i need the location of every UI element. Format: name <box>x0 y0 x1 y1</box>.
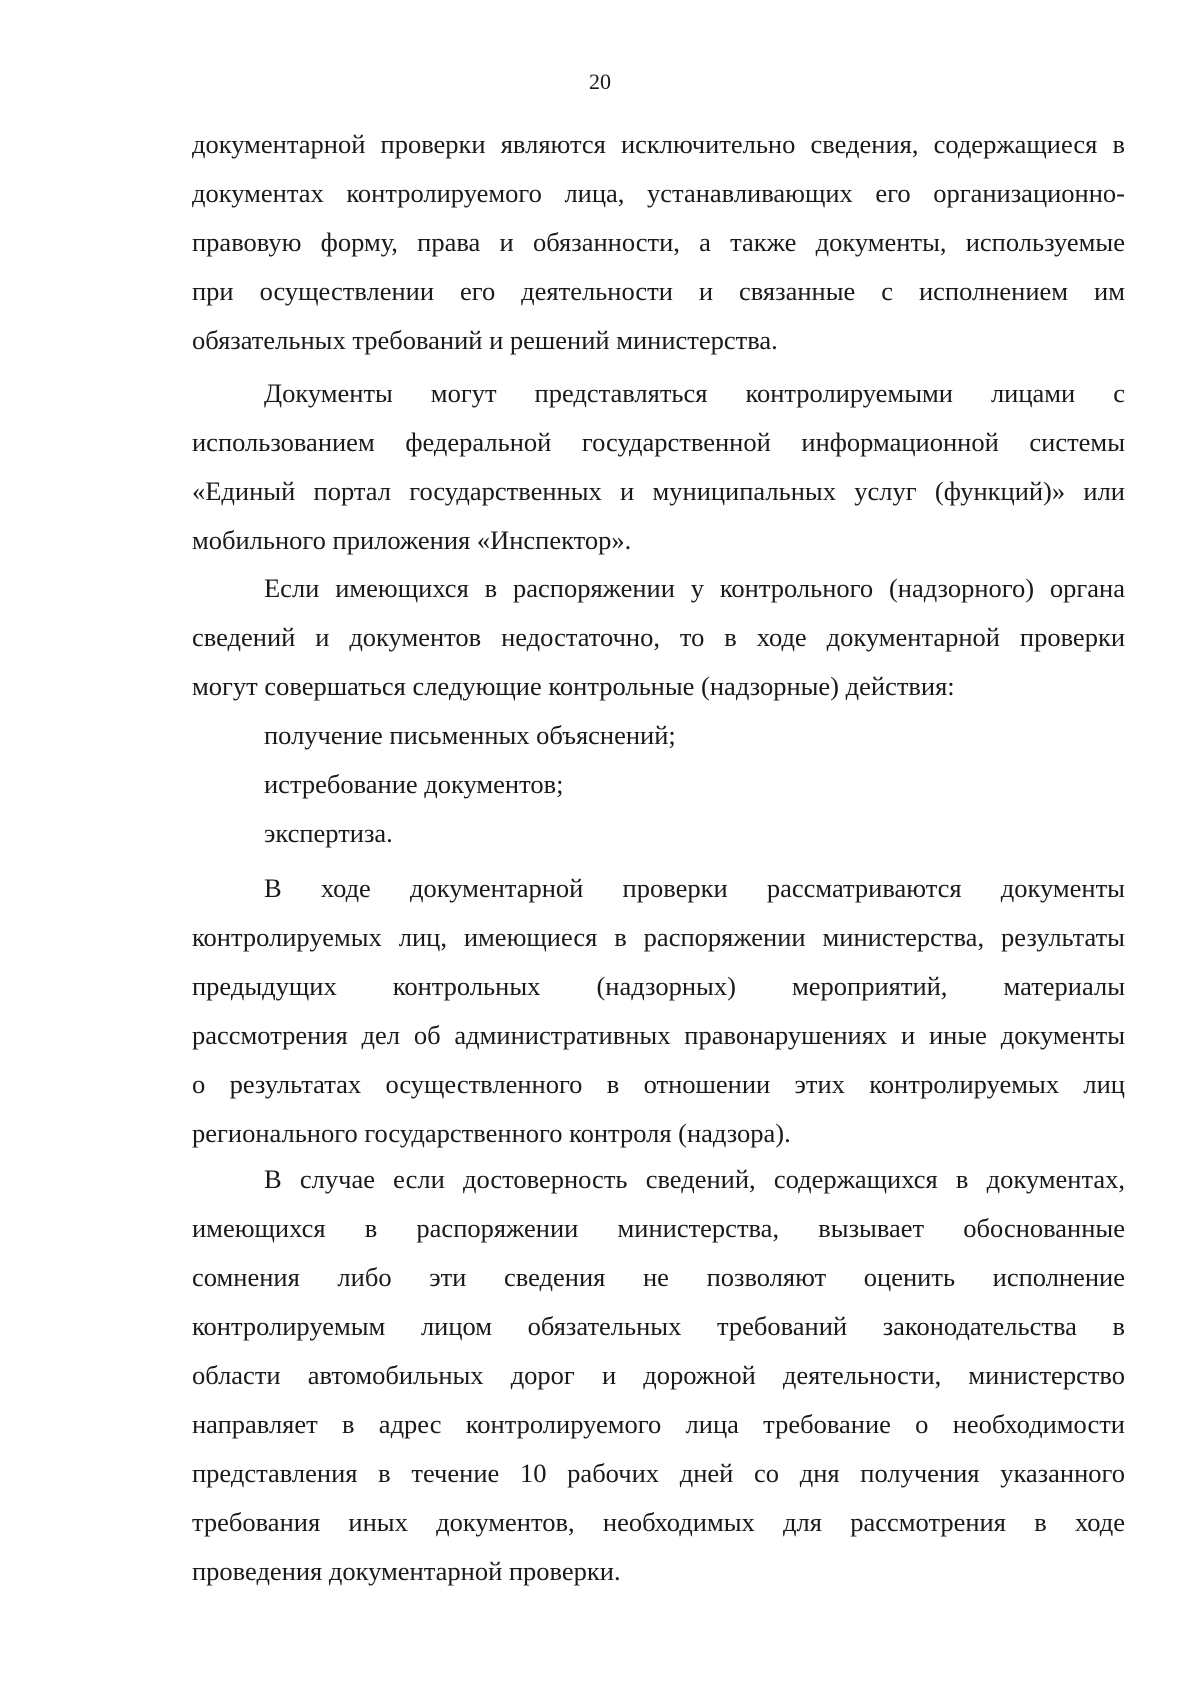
paragraph-document-request <box>192 1155 1125 1596</box>
text-line: контролируемых лиц, имеющиеся в распоряжении министерства, результаты <box>192 922 1125 952</box>
paragraph-review-documents <box>192 864 1125 1158</box>
list-item: получение письменных объяснений; <box>264 720 676 750</box>
text-line: направляет в адрес контролируемого лица требование о необходимости <box>192 1409 1125 1439</box>
text-line: представления в течение 10 рабочих дней со дня получения указанного <box>192 1458 1125 1488</box>
paragraph-document-submission <box>192 369 1125 565</box>
paragraph-insufficient-documents <box>192 564 1125 711</box>
text-line: рассмотрения дел об административных правонарушениях и иные документы <box>192 1020 1125 1050</box>
text-line: сведений и документов недостаточно, то в ходе документарной проверки <box>192 622 1125 652</box>
text-line: контролируемым лицом обязательных требований законодательства в <box>192 1311 1125 1341</box>
text-line: могут совершаться следующие контрольные (надзорные) действия: <box>192 671 955 701</box>
text-line: использованием федеральной государственной информационной системы <box>192 427 1125 457</box>
text-line: «Единый портал государственных и муниципальных услуг (функций)» или <box>192 476 1125 506</box>
text-line: о результатах осуществленного в отношении этих контролируемых лиц <box>192 1069 1125 1099</box>
text-line: регионального государственного контроля (надзора). <box>192 1118 791 1148</box>
text-line: при осуществлении его деятельности и связанные с исполнением им <box>192 276 1125 306</box>
page-number: 20 <box>589 69 611 94</box>
text-line: Если имеющихся в распоряжении у контрольного (надзорного) органа <box>264 573 1125 603</box>
text-line: сомнения либо эти сведения не позволяют оценить исполнение <box>192 1262 1125 1292</box>
text-line: Документы могут представляться контролируемыми лицами с <box>264 378 1125 408</box>
text-line: предыдущих контрольных (надзорных) мероприятий, материалы <box>192 971 1125 1001</box>
text-line: обязательных требований и решений министерства. <box>192 325 778 355</box>
text-line: проведения документарной проверки. <box>192 1556 621 1586</box>
text-line: мобильного приложения «Инспектор». <box>192 525 632 555</box>
text-line: требования иных документов, необходимых для рассмотрения в ходе <box>192 1507 1125 1537</box>
list-item: истребование документов; <box>264 769 564 799</box>
paragraph-document-sources <box>192 120 1125 365</box>
text-line: В случае если достоверность сведений, содержащихся в документах, <box>264 1164 1125 1194</box>
text-line: имеющихся в распоряжении министерства, вызывает обоснованные <box>192 1213 1125 1243</box>
control-actions-list <box>264 711 676 858</box>
text-line: области автомобильных дорог и дорожной деятельности, министерство <box>192 1360 1125 1390</box>
list-item: экспертиза. <box>264 818 393 848</box>
text-line: правовую форму, права и обязанности, а также документы, используемые <box>192 227 1125 257</box>
text-line: В ходе документарной проверки рассматриваются документы <box>264 873 1125 903</box>
text-line: документах контролируемого лица, устанавливающих его организационно- <box>192 178 1125 208</box>
text-line: документарной проверки являются исключительно сведения, содержащиеся в <box>192 129 1125 159</box>
